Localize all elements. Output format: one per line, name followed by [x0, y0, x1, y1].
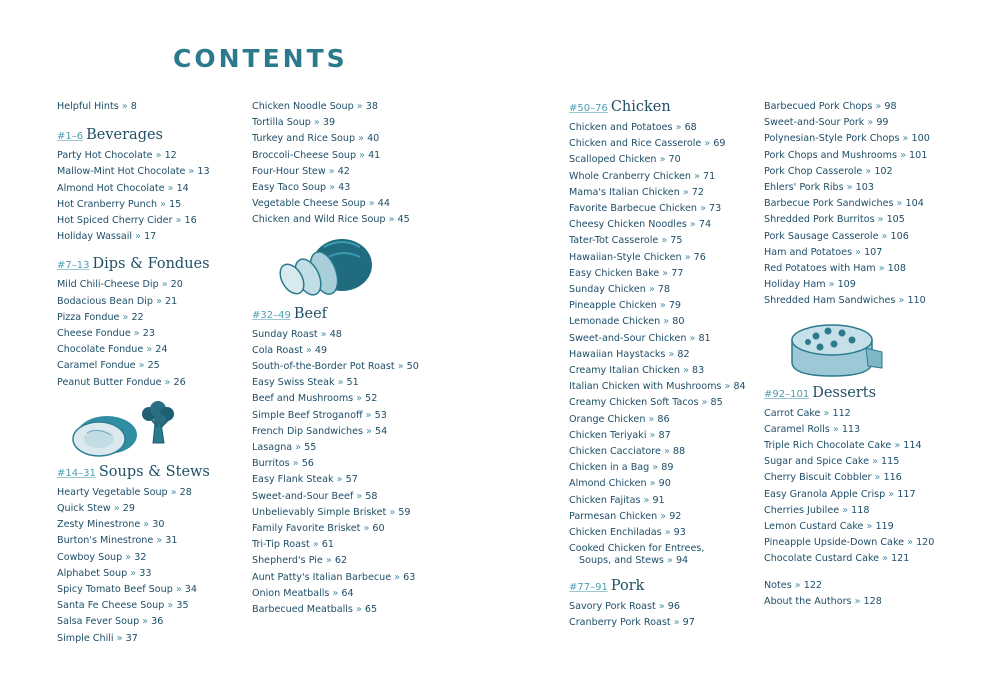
- toc-entry[interactable]: Hawaiian Haystacks » 82: [569, 348, 690, 360]
- toc-entry[interactable]: Chocolate Fondue » 24: [57, 344, 168, 356]
- recipe-range: #7–13: [57, 260, 90, 272]
- toc-entry[interactable]: Cherry Biscuit Cobbler » 116: [764, 472, 902, 484]
- toc-entry[interactable]: Scalloped Chicken » 70: [569, 154, 681, 166]
- toc-entry[interactable]: Burritos » 56: [252, 458, 314, 470]
- toc-entry[interactable]: Zesty Minestrone » 30: [57, 519, 165, 531]
- toc-entry[interactable]: Bodacious Bean Dip » 21: [57, 295, 178, 307]
- toc-entry[interactable]: Pork Sausage Casserole » 106: [764, 230, 909, 242]
- toc-entry[interactable]: Family Favorite Brisket » 60: [252, 523, 385, 535]
- list-desserts: [764, 406, 964, 568]
- toc-entry[interactable]: Ehlers' Pork Ribs » 103: [764, 182, 874, 194]
- toc-entry[interactable]: Easy Chicken Bake » 77: [569, 267, 684, 279]
- toc-entry[interactable]: Chocolate Custard Cake » 121: [764, 553, 910, 565]
- toc-entry[interactable]: Chicken and Potatoes » 68: [569, 122, 697, 133]
- recipe-range: #14–31: [57, 467, 96, 479]
- section-heading-pork: [569, 575, 759, 598]
- toc-entry[interactable]: Almond Hot Chocolate » 14: [57, 182, 189, 194]
- toc-entry[interactable]: Chicken Enchiladas » 93: [569, 527, 686, 539]
- toc-entry[interactable]: Party Hot Chocolate » 12: [57, 150, 177, 162]
- toc-entry[interactable]: Creamy Chicken Soft Tacos » 85: [569, 397, 723, 409]
- toc-entry[interactable]: South-of-the-Border Pot Roast » 50: [252, 361, 419, 373]
- toc-entry[interactable]: Alphabet Soup » 33: [57, 567, 152, 579]
- toc-entry[interactable]: Helpful Hints » 8: [57, 101, 137, 112]
- toc-entry[interactable]: Sugar and Spice Cake » 115: [764, 456, 900, 468]
- toc-entry[interactable]: Sweet-and-Sour Chicken » 81: [569, 332, 711, 344]
- toc-entry[interactable]: Caramel Rolls » 113: [764, 423, 861, 435]
- list-end-matter: [764, 578, 964, 610]
- toc-entry[interactable]: Savory Pork Roast » 96: [569, 601, 681, 613]
- list-pork: [569, 599, 759, 631]
- toc-entry[interactable]: Four-Hour Stew » 42: [252, 165, 350, 177]
- toc-entry[interactable]: French Dip Sandwiches » 54: [252, 425, 388, 437]
- toc-entry[interactable]: Pizza Fondue » 22: [57, 311, 144, 323]
- section-name: Dips & Fondues: [92, 256, 210, 273]
- list-chicken: [569, 120, 759, 569]
- toc-entry[interactable]: Cheese Fondue » 23: [57, 328, 155, 340]
- squash-broccoli-illustration: [69, 397, 199, 459]
- list-soups-continued: [252, 99, 442, 229]
- toc-entry[interactable]: Pineapple Upside-Down Cake » 120: [764, 537, 935, 549]
- section-name: Soups & Stews: [98, 463, 210, 480]
- section-heading-soups: [57, 461, 247, 484]
- toc-entry[interactable]: Easy Taco Soup » 43: [252, 182, 351, 194]
- toc-entry[interactable]: Salsa Fever Soup » 36: [57, 616, 164, 628]
- toc-column-2: [252, 99, 442, 618]
- toc-entry[interactable]: Chicken in a Bag » 89: [569, 462, 674, 474]
- toc-entry[interactable]: Sunday Chicken » 78: [569, 284, 671, 296]
- toc-entry[interactable]: Mallow-Mint Hot Chocolate » 13: [57, 166, 210, 178]
- section-heading-beverages: [57, 124, 247, 147]
- toc-entry[interactable]: Easy Swiss Steak » 51: [252, 377, 359, 389]
- toc-entry[interactable]: Lemon Custard Cake » 119: [764, 521, 894, 533]
- section-name: Pork: [610, 578, 645, 595]
- list-dips: [57, 277, 247, 390]
- toc-entry[interactable]: Sweet-and-Sour Beef » 58: [252, 490, 378, 502]
- toc-entry[interactable]: Hawaiian-Style Chicken » 76: [569, 251, 706, 263]
- toc-entry[interactable]: Chicken and Rice Casserole » 69: [569, 138, 726, 150]
- list-beverages: [57, 148, 247, 245]
- toc-entry[interactable]: Simple Chili » 37: [57, 632, 138, 644]
- toc-entry[interactable]: Chicken Fajitas » 91: [569, 494, 665, 506]
- toc-entry[interactable]: Vegetable Cheese Soup » 44: [252, 198, 390, 210]
- toc-entry[interactable]: Cherries Jubilee » 118: [764, 504, 870, 516]
- toc-entry[interactable]: Aunt Patty's Italian Barbecue » 63: [252, 571, 416, 583]
- toc-entry[interactable]: Onion Meatballs » 64: [252, 587, 354, 599]
- recipe-range: #50–76: [569, 103, 608, 114]
- toc-entry[interactable]: Notes » 122: [764, 579, 823, 591]
- toc-entry[interactable]: Peanut Butter Fondue » 26: [57, 376, 186, 388]
- toc-entry[interactable]: Hot Spiced Cherry Cider » 16: [57, 215, 197, 227]
- toc-entry[interactable]: Pork Chops and Mushrooms » 101: [764, 149, 928, 161]
- toc-column-4: [764, 99, 964, 610]
- list-soups: [57, 485, 247, 647]
- recipe-range: #77–91: [569, 582, 608, 594]
- toc-entry[interactable]: Pork Chop Casserole » 102: [764, 165, 893, 177]
- toc-entry[interactable]: Tri-Tip Roast » 61: [252, 539, 334, 551]
- toc-entry[interactable]: Quick Stew » 29: [57, 503, 135, 515]
- toc-entry[interactable]: Lemonade Chicken » 80: [569, 316, 685, 328]
- toc-entry[interactable]: Barbecued Pork Chops » 98: [764, 101, 897, 112]
- list-pork-continued: [764, 99, 964, 310]
- toc-entry[interactable]: Unbelievably Simple Brisket » 59: [252, 506, 411, 518]
- toc-entry[interactable]: Simple Beef Stroganoff » 53: [252, 409, 387, 421]
- section-heading-dips: [57, 253, 247, 276]
- toc-entry[interactable]: Mild Chili-Cheese Dip » 20: [57, 279, 183, 291]
- recipe-range: #92–101: [764, 388, 810, 400]
- toc-entry[interactable]: Polynesian-Style Pork Chops » 100: [764, 133, 930, 145]
- toc-entry[interactable]: Mama's Italian Chicken » 72: [569, 186, 705, 198]
- section-heading-desserts: [764, 382, 964, 405]
- toc-entry[interactable]: Broccoli-Cheese Soup » 41: [252, 149, 381, 161]
- toc-entry[interactable]: Sweet-and-Sour Pork » 99: [764, 117, 889, 129]
- toc-entry[interactable]: Cranberry Pork Roast » 97: [569, 617, 695, 629]
- toc-entry[interactable]: Barbecued Meatballs » 65: [252, 604, 378, 616]
- toc-entry[interactable]: Turkey and Rice Soup » 40: [252, 133, 380, 145]
- toc-entry[interactable]: About the Authors » 128: [764, 595, 882, 607]
- toc-entry[interactable]: Whole Cranberry Chicken » 71: [569, 170, 716, 182]
- cake-illustration: [786, 316, 886, 382]
- toc-entry[interactable]: Barbecue Pork Sandwiches » 104: [764, 198, 924, 210]
- section-name: Beverages: [86, 127, 163, 144]
- toc-entry[interactable]: Favorite Barbecue Chicken » 73: [569, 203, 722, 215]
- toc-entry[interactable]: Creamy Italian Chicken » 83: [569, 365, 705, 377]
- toc-entry[interactable]: Cola Roast » 49: [252, 344, 328, 356]
- toc-entry[interactable]: Caramel Fondue » 25: [57, 360, 160, 372]
- toc-entry[interactable]: Chicken and Wild Rice Soup » 45: [252, 214, 410, 226]
- toc-entry[interactable]: Tater-Tot Casserole » 75: [569, 235, 683, 247]
- toc-entry[interactable]: Shepherd's Pie » 62: [252, 555, 348, 567]
- toc-entry[interactable]: Tortilla Soup » 39: [252, 117, 336, 129]
- toc-column-3: [569, 96, 759, 632]
- toc-entry[interactable]: Orange Chicken » 86: [569, 413, 670, 425]
- toc-entry[interactable]: Hot Cranberry Punch » 15: [57, 198, 182, 210]
- toc-entry[interactable]: Pineapple Chicken » 79: [569, 300, 682, 312]
- list-beef: [252, 327, 442, 619]
- toc-entry[interactable]: Cowboy Soup » 32: [57, 551, 147, 563]
- toc-entry[interactable]: Triple Rich Chocolate Cake » 114: [764, 440, 922, 452]
- toc-entry[interactable]: Holiday Ham » 109: [764, 279, 856, 291]
- toc-entry[interactable]: Spicy Tomato Beef Soup » 34: [57, 584, 198, 596]
- toc-entry[interactable]: Holiday Wassail » 17: [57, 231, 157, 243]
- recipe-range: #32–49: [252, 309, 291, 321]
- recipe-range: #1–6: [57, 131, 84, 143]
- toc-entry[interactable]: Sunday Roast » 48: [252, 328, 342, 340]
- toc-entry[interactable]: Cheesy Chicken Noodles » 74: [569, 219, 712, 231]
- toc-entry[interactable]: Chicken Cacciatore » 88: [569, 446, 686, 458]
- toc-entry[interactable]: Beef and Mushrooms » 52: [252, 393, 378, 405]
- toc-entry[interactable]: Red Potatoes with Ham » 108: [764, 263, 906, 275]
- toc-entry[interactable]: Cooked Chicken for Entrees, Soups, and Stews » 94: [569, 543, 705, 567]
- toc-entry[interactable]: Ham and Potatoes » 107: [764, 246, 883, 258]
- toc-entry[interactable]: Chicken Noodle Soup » 38: [252, 101, 378, 112]
- toc-entry[interactable]: Carrot Cake » 112: [764, 407, 851, 419]
- section-heading-beef: [252, 303, 442, 326]
- toc-entry[interactable]: Santa Fe Cheese Soup » 35: [57, 600, 189, 612]
- toc-entry[interactable]: Burton's Minestrone » 31: [57, 535, 178, 547]
- toc-entry[interactable]: Parmesan Chicken » 92: [569, 510, 682, 522]
- toc-entry[interactable]: Shredded Ham Sandwiches » 110: [764, 295, 926, 307]
- section-name: Beef: [293, 305, 328, 322]
- toc-entry[interactable]: Hearty Vegetable Soup » 28: [57, 486, 192, 498]
- toc-entry[interactable]: Lasagna » 55: [252, 442, 317, 454]
- sliced-roast-illustration: [272, 233, 382, 301]
- toc-entry[interactable]: Italian Chicken with Mushrooms » 84: [569, 381, 746, 393]
- page-title: CONTENTS: [173, 44, 348, 73]
- section-heading-chicken: [569, 96, 759, 119]
- toc-column-1: [57, 99, 247, 647]
- toc-entry[interactable]: Chicken Teriyaki » 87: [569, 429, 671, 441]
- toc-entry[interactable]: Easy Granola Apple Crisp » 117: [764, 488, 916, 500]
- section-name: Chicken: [610, 99, 671, 115]
- toc-entry[interactable]: Easy Flank Steak » 57: [252, 474, 358, 486]
- toc-entry[interactable]: Shredded Pork Burritos » 105: [764, 214, 905, 226]
- toc-entry[interactable]: Almond Chicken » 90: [569, 478, 671, 490]
- section-name: Desserts: [812, 384, 877, 401]
